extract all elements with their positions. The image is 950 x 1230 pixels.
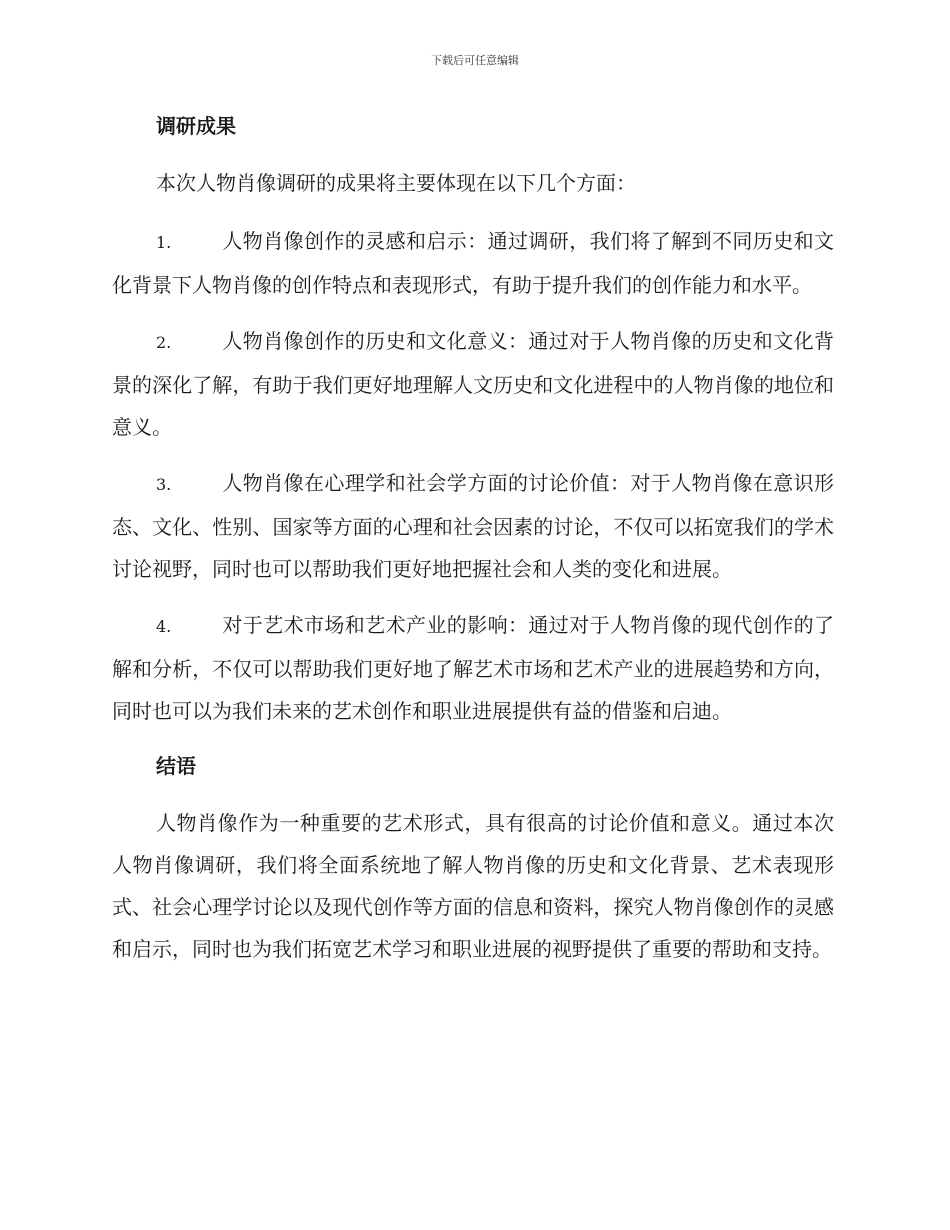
list-item-text: 对于艺术市场和艺术产业的影响：通过对于人物肖像的现代创作的了解和分析，不仅可以帮助我们更好地了解艺术市场和艺术产业的进展趋势和方向，同时也可以为我们未来的艺术创作和职业进展提供有益的借鉴和启迪。 (112, 613, 834, 723)
list-item-text: 人物肖像创作的灵感和启示：通过调研，我们将了解到不同历史和文化背景下人物肖像的创作特点和表现形式，有助于提升我们的创作能力和水平。 (112, 229, 834, 297)
list-item-number: 3. (156, 475, 172, 494)
results-list-item-3 (112, 462, 834, 590)
page-header: 下载后可任意编辑 (431, 54, 519, 67)
list-item-text: 人物肖像在心理学和社会学方面的讨论价值：对于人物肖像在意识形态、文化、性别、国家等方面的心理和社会因素的讨论，不仅可以拓宽我们的学术讨论视野，同时也可以帮助我们更好地把握社会和人类的变化和进展。 (112, 471, 834, 581)
results-list-item-4 (112, 604, 834, 732)
section-heading-conclusion: 结语 (156, 754, 196, 778)
section-heading-results: 调研成果 (156, 114, 236, 138)
list-item-number: 1. (156, 233, 172, 252)
results-intro-paragraph: 本次人物肖像调研的成果将主要体现在以下几个方面： (156, 171, 636, 195)
list-item-text: 人物肖像创作的历史和文化意义：通过对于人物肖像的历史和文化背景的深化了解，有助于我们更好地理解人文历史和文化进程中的人物肖像的地位和意义。 (112, 329, 834, 439)
document-body (112, 106, 834, 986)
conclusion-paragraph: 人物肖像作为一种重要的艺术形式，具有很高的讨论价值和意义。通过本次人物肖像调研，我们将全面系统地了解人物肖像的历史和文化背景、艺术表现形式、社会心理学讨论以及现代创作等方面的信息和资料，探究人物肖像创作的灵感和启示，同时也为我们拓宽艺术学习和职业进展的视野提供了重要的帮助和支持。 (112, 811, 834, 961)
results-list-item-2 (112, 320, 834, 448)
results-list-item-1 (112, 220, 834, 306)
list-item-number: 4. (156, 617, 172, 636)
list-item-number: 2. (156, 333, 172, 352)
